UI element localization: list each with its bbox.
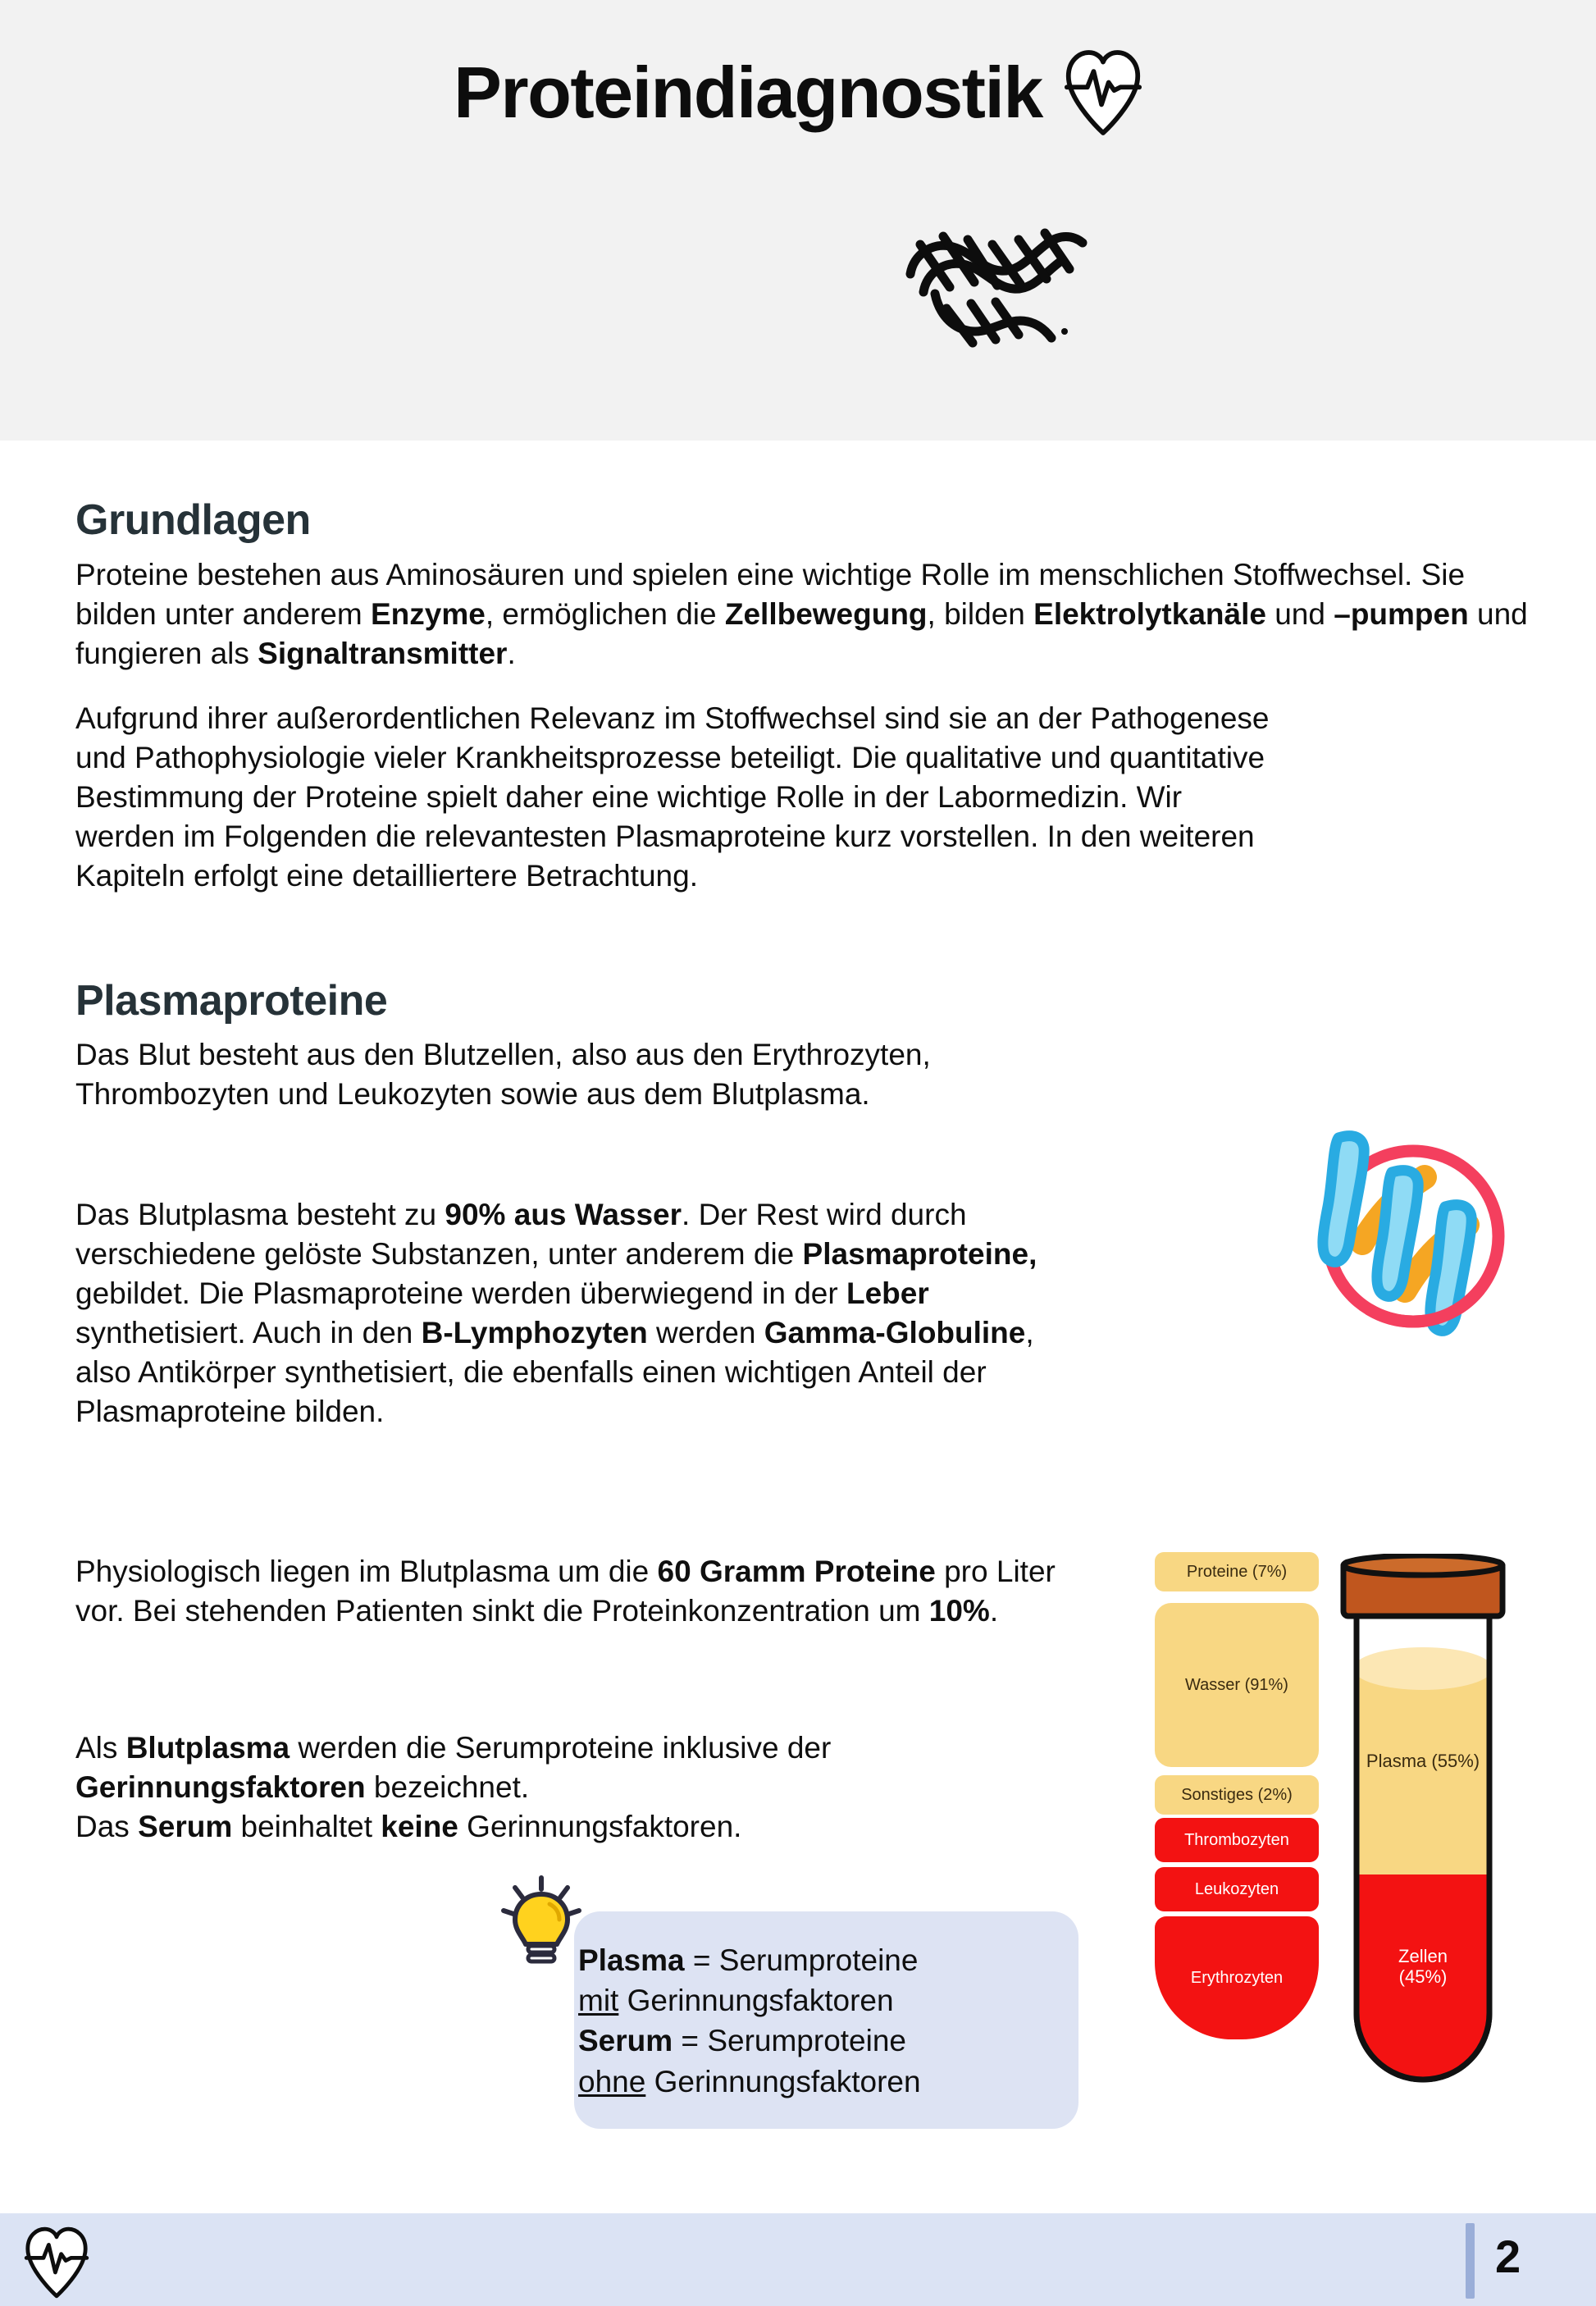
page-footer <box>0 2213 1596 2306</box>
tip-line-plasma <box>578 1940 1062 1980</box>
page-content <box>0 441 1596 2163</box>
heart-ecg-icon <box>23 2226 90 2299</box>
footer-divider <box>1466 2223 1475 2299</box>
tip-serum-def: = Serumproteine <box>673 2024 907 2058</box>
dna-helix-icon <box>1300 1121 1521 1351</box>
blood-test-tube <box>1329 1554 1517 2128</box>
section-heading-grundlagen: Grundlagen <box>75 496 311 544</box>
component-block-erythrozyten: Erythrozyten <box>1155 1916 1319 2039</box>
tip-line-serum <box>578 2021 1062 2061</box>
dna-helix-doodle-icon <box>896 203 1101 351</box>
tip-mit-rest: Gerinnungsfaktoren <box>618 1984 894 2018</box>
component-block-thrombozyten: Thrombozyten <box>1155 1818 1319 1862</box>
heart-ecg-icon <box>1064 49 1142 136</box>
paragraph-plasmaproteine-4: Als Blutplasma werden die Serumproteine inklusive der Gerinnungsfaktoren bezeichnet. Das Serum beinhaltet keine Gerinnungsfaktoren. <box>75 1731 832 1844</box>
tip-plasma-def: = Serumproteine <box>684 1943 919 1977</box>
tip-line-ohne <box>578 2062 1062 2102</box>
component-block-leukozyten: Leukozyten <box>1155 1867 1319 1911</box>
tip-mit-term: mit <box>578 1984 619 2018</box>
blood-composition-diagram <box>1155 1552 1540 2126</box>
paragraph-plasmaproteine-3: Physiologisch liegen im Blutplasma um die 60 Gramm Proteine pro Liter vor. Bei stehenden Patienten sinkt die Proteinkonzentration um 10%. <box>75 1555 1056 1628</box>
component-block-proteine: Proteine (7%) <box>1155 1552 1319 1591</box>
tube-label-zellen-line1: Zellen <box>1398 1946 1448 1966</box>
page-number: 2 <box>1495 2231 1521 2282</box>
paragraph-plasmaproteine-1: Das Blut besteht aus den Blutzellen, also aus den Erythrozyten, Thrombozyten und Leukozyten sowie aus dem Blutplasma. <box>75 1038 931 1112</box>
footer-rule <box>0 2209 1596 2212</box>
tip-ohne-rest: Gerinnungsfaktoren <box>645 2064 921 2098</box>
tip-line-mit <box>578 1980 1062 2021</box>
page-title: Proteindiagnostik <box>454 52 1042 133</box>
component-block-wasser: Wasser (91%) <box>1155 1603 1319 1767</box>
page-header <box>0 49 1596 136</box>
tip-box-text <box>578 1940 1062 2102</box>
tube-label-plasma: Plasma (55%) <box>1366 1751 1480 1771</box>
tip-serum-term: Serum <box>578 2024 673 2058</box>
tip-ohne-term: ohne <box>578 2064 646 2098</box>
tube-label-zellen-line2: (45%) <box>1398 1966 1448 1988</box>
paragraph-grundlagen-1: Proteine bestehen aus Aminosäuren und spielen eine wichtige Rolle im menschlichen Stoffwechsel. Sie bilden unter anderem Enzyme, ermöglichen die Zellbewegung, bilden Elektrolytkanäle und –pumpen und fungieren als Signaltransmitter. <box>75 558 1528 671</box>
lightbulb-icon <box>499 1873 584 1970</box>
component-block-sonstiges: Sonstiges (2%) <box>1155 1775 1319 1815</box>
section-heading-plasmaproteine: Plasmaproteine <box>75 977 388 1025</box>
paragraph-plasmaproteine-2: Das Blutplasma besteht zu 90% aus Wasser. Der Rest wird durch verschiedene gelöste Substanzen, unter anderem die Plasmaproteine, gebildet. Die Plasmaproteine werden überwiegend in der Leber synthetisiert. Auch in den B-Lymphozyten werden Gamma-Globuline, also Antikörper synthetisiert, die ebenfalls einen wichtigen Anteil der Plasmaproteine bilden. <box>75 1198 1037 1429</box>
tip-plasma-term: Plasma <box>578 1943 685 1977</box>
paragraph-grundlagen-2: Aufgrund ihrer außerordentlichen Relevanz im Stoffwechsel sind sie an der Pathogenese und Pathophysiologie vieler Krankheitsprozesse beteiligt. Die qualitative und quantitative Bestimmung der Proteine spielt daher eine wichtige Rolle in der Labormedizin. Wir werden im Folgenden die relevantesten Plasmaproteine kurz vorstellen. In den weiteren Kapiteln erfolgt eine detailliertere Betrachtung. <box>75 701 1270 893</box>
